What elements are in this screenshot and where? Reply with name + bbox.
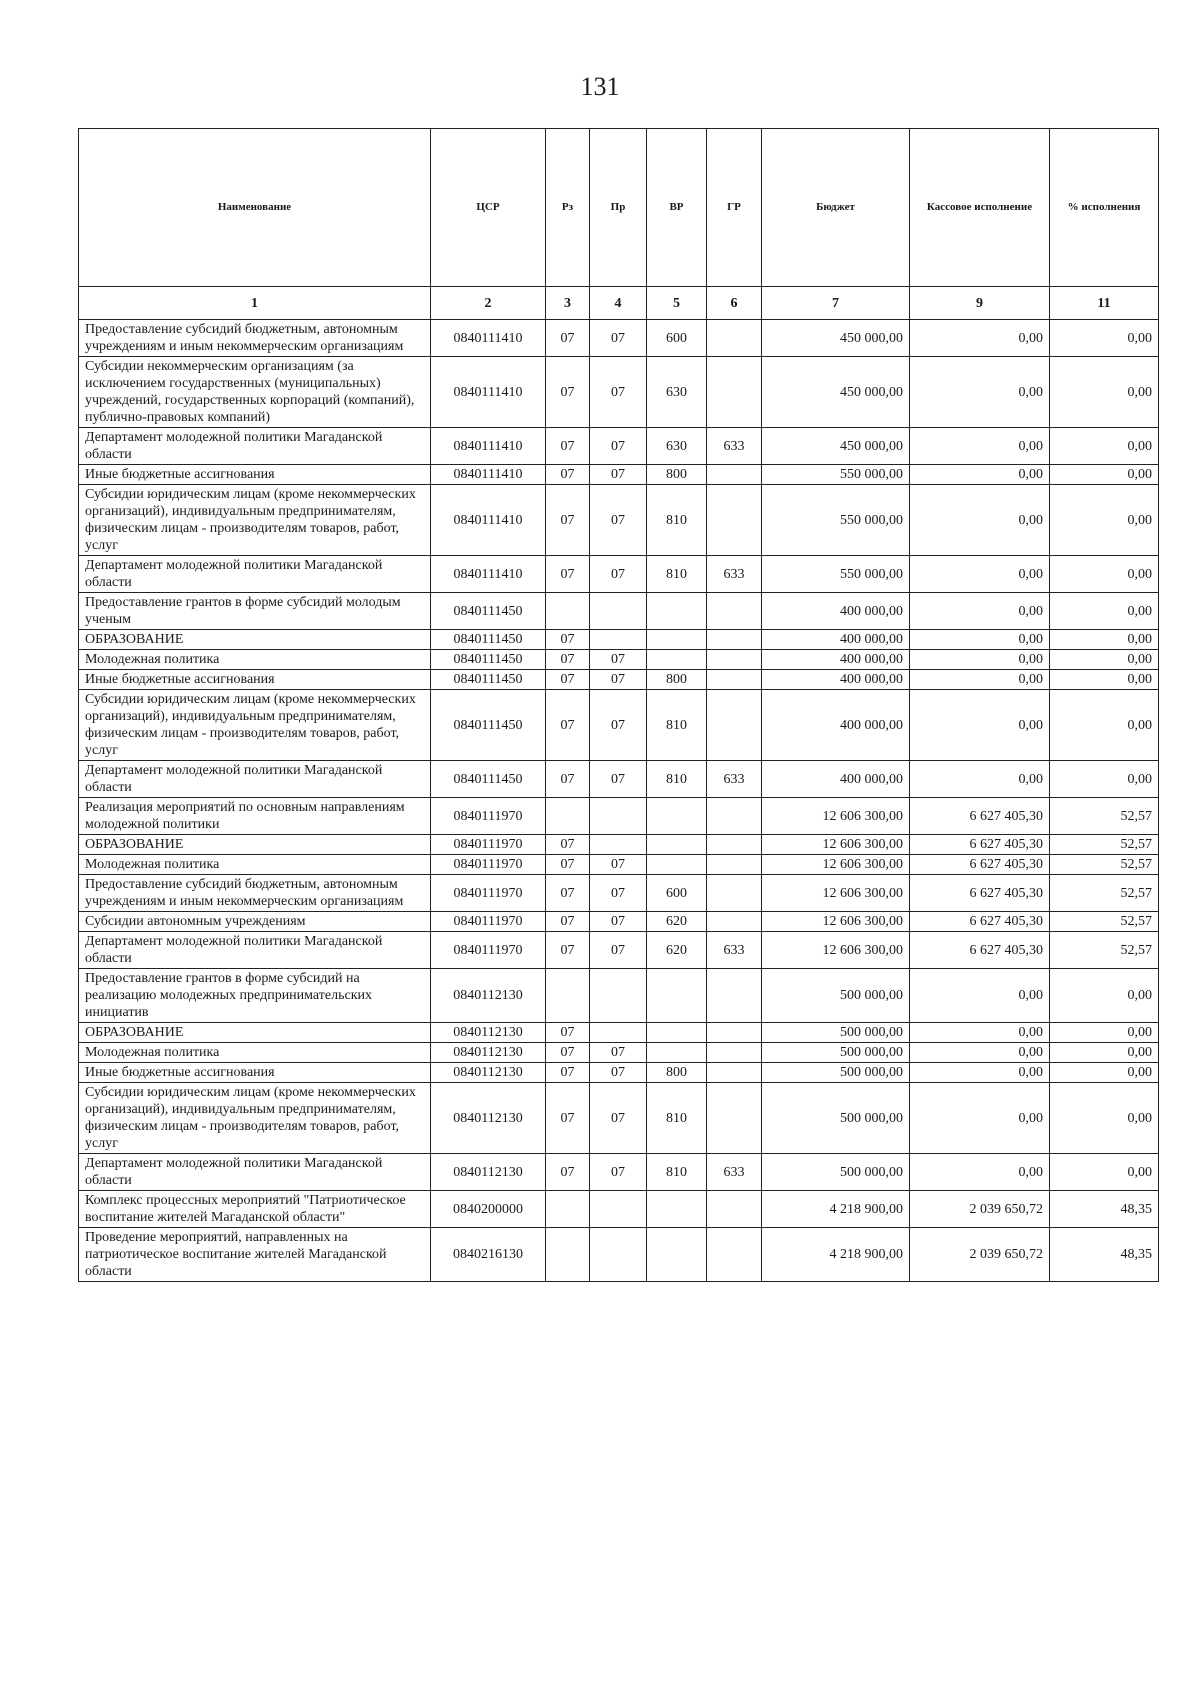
gr-cell — [707, 593, 762, 630]
pr-cell: 07 — [590, 465, 647, 485]
row-name-cell: ОБРАЗОВАНИЕ — [79, 630, 431, 650]
row-name-cell: Департамент молодежной политики Магаданской области — [79, 932, 431, 969]
rz-cell: 07 — [546, 1154, 590, 1191]
budget-cell: 400 000,00 — [762, 650, 910, 670]
budget-cell: 450 000,00 — [762, 320, 910, 357]
pct-cell: 0,00 — [1050, 593, 1159, 630]
row-name-cell: Предоставление грантов в форме субсидий на реализацию молодежных предпринимательских инициатив — [79, 969, 431, 1023]
row-name-cell: Предоставление грантов в форме субсидий молодым ученым — [79, 593, 431, 630]
csr-cell: 0840111450 — [431, 690, 546, 761]
gr-cell — [707, 912, 762, 932]
table-row — [79, 320, 1159, 357]
cash-cell: 0,00 — [910, 690, 1050, 761]
vr-cell: 800 — [647, 670, 707, 690]
table-row — [79, 875, 1159, 912]
row-name-cell: Молодежная политика — [79, 1043, 431, 1063]
header-row — [79, 129, 1159, 287]
pr-cell: 07 — [590, 1154, 647, 1191]
rz-cell: 07 — [546, 1063, 590, 1083]
rz-cell: 07 — [546, 1043, 590, 1063]
table-row — [79, 912, 1159, 932]
pr-cell — [590, 835, 647, 855]
csr-cell: 0840111970 — [431, 875, 546, 912]
row-name-cell: Предоставление субсидий бюджетным, автономным учреждениям и иным некоммерческим организациям — [79, 320, 431, 357]
header-rz: Рз — [546, 129, 590, 287]
rz-cell: 07 — [546, 428, 590, 465]
row-name-cell: Проведение мероприятий, направленных на патриотическое воспитание жителей Магаданской области — [79, 1228, 431, 1282]
table-row — [79, 650, 1159, 670]
header-cash: Кассовое исполнение — [910, 129, 1050, 287]
pct-cell: 0,00 — [1050, 670, 1159, 690]
pct-cell: 0,00 — [1050, 1083, 1159, 1154]
table-row — [79, 690, 1159, 761]
table-row — [79, 593, 1159, 630]
vr-cell — [647, 798, 707, 835]
pr-cell: 07 — [590, 875, 647, 912]
cash-cell: 0,00 — [910, 1023, 1050, 1043]
row-name-cell: Субсидии автономным учреждениям — [79, 912, 431, 932]
gr-cell — [707, 630, 762, 650]
cash-cell: 0,00 — [910, 556, 1050, 593]
gr-cell — [707, 875, 762, 912]
cash-cell: 0,00 — [910, 1043, 1050, 1063]
column-number: 9 — [910, 287, 1050, 320]
vr-cell: 630 — [647, 357, 707, 428]
vr-cell: 810 — [647, 1154, 707, 1191]
table-row — [79, 932, 1159, 969]
column-number: 1 — [79, 287, 431, 320]
csr-cell: 0840112130 — [431, 1063, 546, 1083]
pct-cell: 0,00 — [1050, 650, 1159, 670]
pr-cell: 07 — [590, 485, 647, 556]
row-name-cell: Субсидии юридическим лицам (кроме некоммерческих организаций), индивидуальным предпринимателям, физическим лицам - производителям товаров, работ, услуг — [79, 1083, 431, 1154]
pct-cell: 52,57 — [1050, 932, 1159, 969]
table-row — [79, 1043, 1159, 1063]
vr-cell — [647, 1191, 707, 1228]
cash-cell: 0,00 — [910, 593, 1050, 630]
pr-cell: 07 — [590, 1063, 647, 1083]
vr-cell: 600 — [647, 320, 707, 357]
pct-cell: 0,00 — [1050, 485, 1159, 556]
vr-cell: 810 — [647, 556, 707, 593]
rz-cell: 07 — [546, 670, 590, 690]
header-pr: Пр — [590, 129, 647, 287]
column-number: 3 — [546, 287, 590, 320]
rz-cell — [546, 1191, 590, 1228]
gr-cell: 633 — [707, 556, 762, 593]
gr-cell — [707, 357, 762, 428]
row-name-cell: Иные бюджетные ассигнования — [79, 1063, 431, 1083]
table-row — [79, 1083, 1159, 1154]
cash-cell: 6 627 405,30 — [910, 912, 1050, 932]
table-row — [79, 630, 1159, 650]
table-row — [79, 428, 1159, 465]
budget-cell: 500 000,00 — [762, 1154, 910, 1191]
csr-cell: 0840111970 — [431, 932, 546, 969]
rz-cell: 07 — [546, 875, 590, 912]
table-row — [79, 670, 1159, 690]
table-row — [79, 556, 1159, 593]
csr-cell: 0840112130 — [431, 1083, 546, 1154]
pr-cell: 07 — [590, 1043, 647, 1063]
vr-cell — [647, 855, 707, 875]
budget-cell: 12 606 300,00 — [762, 912, 910, 932]
gr-cell: 633 — [707, 428, 762, 465]
row-name-cell: Департамент молодежной политики Магаданской области — [79, 1154, 431, 1191]
gr-cell — [707, 835, 762, 855]
rz-cell: 07 — [546, 465, 590, 485]
pct-cell: 0,00 — [1050, 630, 1159, 650]
vr-cell — [647, 969, 707, 1023]
rz-cell: 07 — [546, 912, 590, 932]
pct-cell: 0,00 — [1050, 1063, 1159, 1083]
budget-cell: 4 218 900,00 — [762, 1191, 910, 1228]
cash-cell: 6 627 405,30 — [910, 835, 1050, 855]
budget-table — [78, 128, 1159, 1282]
cash-cell: 0,00 — [910, 969, 1050, 1023]
rz-cell: 07 — [546, 650, 590, 670]
pr-cell — [590, 593, 647, 630]
gr-cell — [707, 485, 762, 556]
pct-cell: 0,00 — [1050, 969, 1159, 1023]
gr-cell — [707, 855, 762, 875]
rz-cell: 07 — [546, 1023, 590, 1043]
budget-cell: 400 000,00 — [762, 630, 910, 650]
pct-cell: 52,57 — [1050, 798, 1159, 835]
csr-cell: 0840112130 — [431, 1154, 546, 1191]
row-name-cell: Комплекс процессных мероприятий "Патриотическое воспитание жителей Магаданской области" — [79, 1191, 431, 1228]
csr-cell: 0840111970 — [431, 798, 546, 835]
gr-cell — [707, 670, 762, 690]
budget-cell: 12 606 300,00 — [762, 932, 910, 969]
header-pct: % исполнения — [1050, 129, 1159, 287]
gr-cell — [707, 1043, 762, 1063]
budget-cell: 500 000,00 — [762, 1083, 910, 1154]
csr-cell: 0840111410 — [431, 428, 546, 465]
rz-cell — [546, 1228, 590, 1282]
csr-cell: 0840111450 — [431, 670, 546, 690]
table-row — [79, 835, 1159, 855]
budget-cell: 500 000,00 — [762, 1063, 910, 1083]
budget-cell: 12 606 300,00 — [762, 798, 910, 835]
vr-cell: 810 — [647, 690, 707, 761]
vr-cell: 620 — [647, 932, 707, 969]
budget-cell: 450 000,00 — [762, 428, 910, 465]
budget-cell: 400 000,00 — [762, 761, 910, 798]
pr-cell — [590, 1228, 647, 1282]
pr-cell: 07 — [590, 650, 647, 670]
column-number: 5 — [647, 287, 707, 320]
rz-cell: 07 — [546, 932, 590, 969]
pct-cell: 52,57 — [1050, 855, 1159, 875]
table-row — [79, 798, 1159, 835]
pct-cell: 48,35 — [1050, 1191, 1159, 1228]
csr-cell: 0840112130 — [431, 969, 546, 1023]
vr-cell — [647, 593, 707, 630]
csr-cell: 0840111410 — [431, 357, 546, 428]
csr-cell: 0840111970 — [431, 912, 546, 932]
column-number-row — [79, 287, 1159, 320]
column-number: 4 — [590, 287, 647, 320]
table-row — [79, 761, 1159, 798]
budget-cell: 4 218 900,00 — [762, 1228, 910, 1282]
gr-cell — [707, 320, 762, 357]
csr-cell: 0840111410 — [431, 320, 546, 357]
table-row — [79, 1154, 1159, 1191]
row-name-cell: Молодежная политика — [79, 855, 431, 875]
pct-cell: 0,00 — [1050, 465, 1159, 485]
table-row — [79, 855, 1159, 875]
cash-cell: 2 039 650,72 — [910, 1228, 1050, 1282]
header-vr: ВР — [647, 129, 707, 287]
cash-cell: 6 627 405,30 — [910, 875, 1050, 912]
vr-cell — [647, 1043, 707, 1063]
vr-cell: 800 — [647, 465, 707, 485]
row-name-cell: Иные бюджетные ассигнования — [79, 670, 431, 690]
pr-cell: 07 — [590, 670, 647, 690]
pr-cell: 07 — [590, 932, 647, 969]
gr-cell — [707, 1023, 762, 1043]
pct-cell: 0,00 — [1050, 1023, 1159, 1043]
gr-cell — [707, 1228, 762, 1282]
cash-cell: 0,00 — [910, 485, 1050, 556]
cash-cell: 0,00 — [910, 465, 1050, 485]
cash-cell: 0,00 — [910, 1083, 1050, 1154]
rz-cell — [546, 969, 590, 1023]
table-row — [79, 1191, 1159, 1228]
rz-cell: 07 — [546, 835, 590, 855]
gr-cell: 633 — [707, 1154, 762, 1191]
gr-cell — [707, 650, 762, 670]
header-gr: ГР — [707, 129, 762, 287]
rz-cell: 07 — [546, 485, 590, 556]
vr-cell: 600 — [647, 875, 707, 912]
vr-cell: 800 — [647, 1063, 707, 1083]
pr-cell: 07 — [590, 761, 647, 798]
pct-cell: 0,00 — [1050, 690, 1159, 761]
vr-cell — [647, 630, 707, 650]
pct-cell: 52,57 — [1050, 875, 1159, 912]
budget-cell: 450 000,00 — [762, 357, 910, 428]
pct-cell: 0,00 — [1050, 1043, 1159, 1063]
pr-cell — [590, 1023, 647, 1043]
pr-cell: 07 — [590, 855, 647, 875]
pct-cell: 48,35 — [1050, 1228, 1159, 1282]
cash-cell: 0,00 — [910, 357, 1050, 428]
page-number: 131 — [580, 72, 620, 101]
budget-cell: 550 000,00 — [762, 485, 910, 556]
table-row — [79, 1063, 1159, 1083]
budget-cell: 12 606 300,00 — [762, 835, 910, 855]
cash-cell: 0,00 — [910, 1063, 1050, 1083]
table-row — [79, 1023, 1159, 1043]
csr-cell: 0840111410 — [431, 556, 546, 593]
budget-cell: 400 000,00 — [762, 670, 910, 690]
cash-cell: 6 627 405,30 — [910, 798, 1050, 835]
csr-cell: 0840111410 — [431, 485, 546, 556]
column-number: 7 — [762, 287, 910, 320]
pr-cell: 07 — [590, 556, 647, 593]
cash-cell: 0,00 — [910, 670, 1050, 690]
csr-cell: 0840112130 — [431, 1043, 546, 1063]
cash-cell: 6 627 405,30 — [910, 855, 1050, 875]
table-row — [79, 357, 1159, 428]
budget-cell: 12 606 300,00 — [762, 875, 910, 912]
rz-cell — [546, 593, 590, 630]
gr-cell — [707, 690, 762, 761]
row-name-cell: Субсидии юридическим лицам (кроме некоммерческих организаций), индивидуальным предпринимателям, физическим лицам - производителям товаров, работ, услуг — [79, 690, 431, 761]
pr-cell: 07 — [590, 320, 647, 357]
cash-cell: 0,00 — [910, 650, 1050, 670]
rz-cell — [546, 798, 590, 835]
csr-cell: 0840111410 — [431, 465, 546, 485]
column-number: 11 — [1050, 287, 1159, 320]
gr-cell — [707, 1063, 762, 1083]
pr-cell — [590, 798, 647, 835]
rz-cell: 07 — [546, 320, 590, 357]
pr-cell: 07 — [590, 690, 647, 761]
pct-cell: 52,57 — [1050, 835, 1159, 855]
cash-cell: 0,00 — [910, 1154, 1050, 1191]
budget-cell: 550 000,00 — [762, 465, 910, 485]
pct-cell: 0,00 — [1050, 357, 1159, 428]
cash-cell: 0,00 — [910, 428, 1050, 465]
rz-cell: 07 — [546, 690, 590, 761]
csr-cell: 0840111450 — [431, 630, 546, 650]
vr-cell: 810 — [647, 761, 707, 798]
pct-cell: 0,00 — [1050, 1154, 1159, 1191]
row-name-cell: Департамент молодежной политики Магаданской области — [79, 428, 431, 465]
row-name-cell: Реализация мероприятий по основным направлениям молодежной политики — [79, 798, 431, 835]
rz-cell: 07 — [546, 761, 590, 798]
cash-cell: 0,00 — [910, 761, 1050, 798]
gr-cell: 633 — [707, 932, 762, 969]
budget-cell: 400 000,00 — [762, 690, 910, 761]
pr-cell: 07 — [590, 1083, 647, 1154]
row-name-cell: Субсидии юридическим лицам (кроме некоммерческих организаций), индивидуальным предпринимателям, физическим лицам - производителям товаров, работ, услуг — [79, 485, 431, 556]
gr-cell — [707, 1083, 762, 1154]
table-row — [79, 1228, 1159, 1282]
pct-cell: 0,00 — [1050, 556, 1159, 593]
vr-cell: 810 — [647, 1083, 707, 1154]
rz-cell: 07 — [546, 357, 590, 428]
cash-cell: 0,00 — [910, 630, 1050, 650]
rz-cell: 07 — [546, 630, 590, 650]
budget-cell: 12 606 300,00 — [762, 855, 910, 875]
csr-cell: 0840216130 — [431, 1228, 546, 1282]
csr-cell: 0840112130 — [431, 1023, 546, 1043]
row-name-cell: ОБРАЗОВАНИЕ — [79, 1023, 431, 1043]
pr-cell — [590, 630, 647, 650]
budget-cell: 500 000,00 — [762, 1043, 910, 1063]
vr-cell — [647, 650, 707, 670]
pr-cell — [590, 1191, 647, 1228]
pr-cell: 07 — [590, 428, 647, 465]
pct-cell: 0,00 — [1050, 320, 1159, 357]
pct-cell: 0,00 — [1050, 761, 1159, 798]
pct-cell: 0,00 — [1050, 428, 1159, 465]
column-number: 6 — [707, 287, 762, 320]
csr-cell: 0840111450 — [431, 761, 546, 798]
table-body — [79, 320, 1159, 1282]
vr-cell — [647, 1023, 707, 1043]
vr-cell: 620 — [647, 912, 707, 932]
table-row — [79, 485, 1159, 556]
pr-cell: 07 — [590, 912, 647, 932]
pr-cell — [590, 969, 647, 1023]
budget-cell: 500 000,00 — [762, 969, 910, 1023]
row-name-cell: Иные бюджетные ассигнования — [79, 465, 431, 485]
vr-cell — [647, 835, 707, 855]
header-csr: ЦСР — [431, 129, 546, 287]
pct-cell: 52,57 — [1050, 912, 1159, 932]
budget-cell: 400 000,00 — [762, 593, 910, 630]
row-name-cell: Департамент молодежной политики Магаданской области — [79, 761, 431, 798]
rz-cell: 07 — [546, 1083, 590, 1154]
csr-cell: 0840200000 — [431, 1191, 546, 1228]
gr-cell — [707, 1191, 762, 1228]
cash-cell: 6 627 405,30 — [910, 932, 1050, 969]
vr-cell — [647, 1228, 707, 1282]
csr-cell: 0840111970 — [431, 855, 546, 875]
csr-cell: 0840111450 — [431, 593, 546, 630]
row-name-cell: Департамент молодежной политики Магаданской области — [79, 556, 431, 593]
csr-cell: 0840111970 — [431, 835, 546, 855]
rz-cell: 07 — [546, 556, 590, 593]
vr-cell: 630 — [647, 428, 707, 465]
cash-cell: 0,00 — [910, 320, 1050, 357]
header-budget: Бюджет — [762, 129, 910, 287]
gr-cell — [707, 969, 762, 1023]
header-name: Наименование — [79, 129, 431, 287]
budget-cell: 550 000,00 — [762, 556, 910, 593]
gr-cell: 633 — [707, 761, 762, 798]
column-number: 2 — [431, 287, 546, 320]
budget-cell: 500 000,00 — [762, 1023, 910, 1043]
row-name-cell: Субсидии некоммерческим организациям (за исключением государственных (муниципальных) учреждений, государственных корпораций (компаний), публично-правовых компаний) — [79, 357, 431, 428]
table-row — [79, 969, 1159, 1023]
gr-cell — [707, 465, 762, 485]
rz-cell: 07 — [546, 855, 590, 875]
row-name-cell: Молодежная политика — [79, 650, 431, 670]
vr-cell: 810 — [647, 485, 707, 556]
pr-cell: 07 — [590, 357, 647, 428]
row-name-cell: ОБРАЗОВАНИЕ — [79, 835, 431, 855]
table-row — [79, 465, 1159, 485]
row-name-cell: Предоставление субсидий бюджетным, автономным учреждениям и иным некоммерческим организациям — [79, 875, 431, 912]
cash-cell: 2 039 650,72 — [910, 1191, 1050, 1228]
csr-cell: 0840111450 — [431, 650, 546, 670]
gr-cell — [707, 798, 762, 835]
